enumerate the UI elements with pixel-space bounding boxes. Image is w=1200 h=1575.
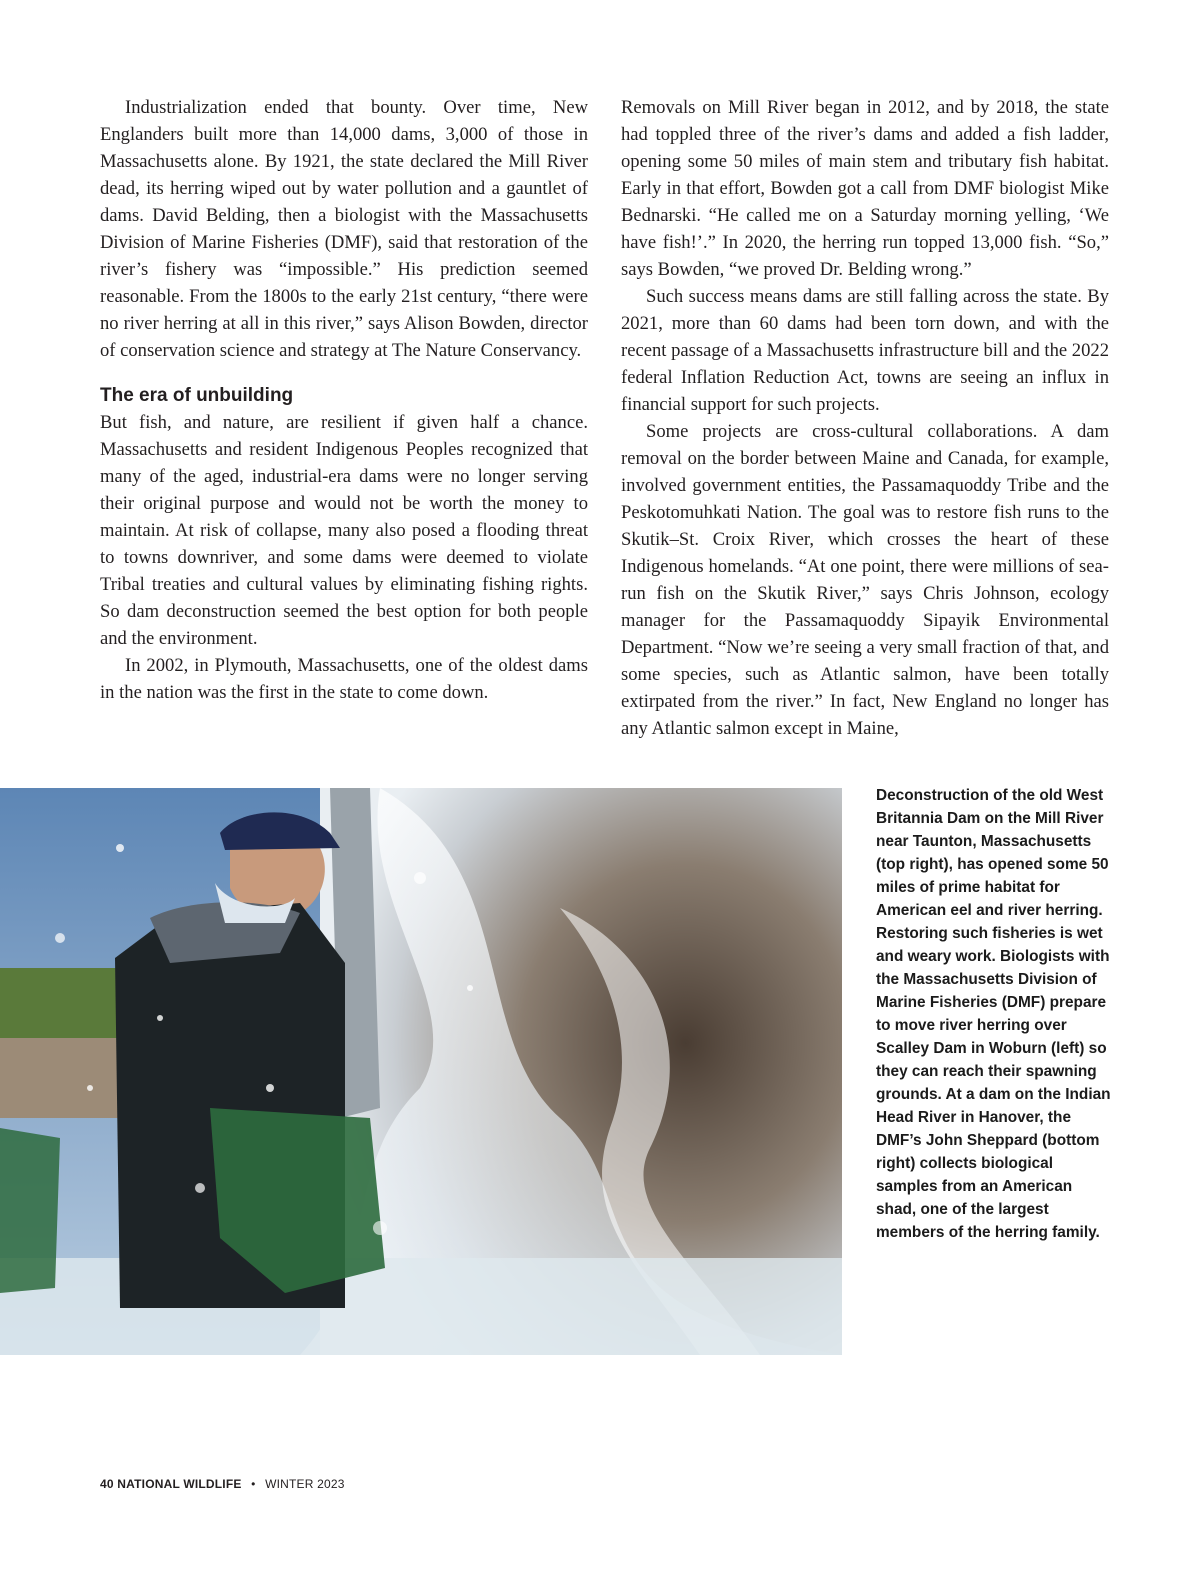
- section-heading: The era of unbuilding: [100, 385, 294, 406]
- paragraph: Such success means dams are still falling across the state. By 2021, more than 60 dams had been torn down, and with the recent passage of a Massachusetts infrastructure bill and the 2022 federal Inflation Reduction Act, towns are seeing an influx in financial support for such projects.: [621, 286, 1109, 415]
- paragraph: Removals on Mill River began in 2012, and by 2018, the state had toppled three of the river’s dams and added a fish ladder, opening some 50 miles of main stem and tributary fish habitat. Early in that effort, Bowden got a call from DMF biologist Mike Bednarski. “He called me on a Saturday morning yelling, ‘We have fish!’.” In 2020, the herring run topped 13,000 fish. “So,” says Bowden, “we proved Dr. Belding wrong.”: [621, 97, 1109, 280]
- photo-biologist-splashing-water: [0, 788, 842, 1355]
- magazine-name: NATIONAL WILDLIFE: [117, 1477, 242, 1491]
- article-column-left: [100, 94, 588, 706]
- paragraph: Some projects are cross-cultural collaborations. A dam removal on the border between Maine and Canada, for example, involved government entities, the Passamaquoddy Tribe and the Peskotomuhkati Nation. The goal was to restore fish runs to the Skutik–St. Croix River, which crosses the heart of these Indigenous homelands. “At one point, there were millions of sea-run fish on the Skutik River,” says Chris Johnson, ecology manager for the Passamaquoddy Sipayik Environmental Department. “Now we’re seeing a very small fraction of that, and some species, such as Atlantic salmon, have been totally extirpated from the river.” In fact, New England no longer has any Atlantic salmon except in Maine,: [621, 421, 1109, 739]
- paragraph: Industrialization ended that bounty. Over time, New Englanders built more than 14,000 dams, 3,000 of those in Massachusetts alone. By 1921, the state declared the Mill River dead, its herring wiped out by water pollution and a gauntlet of dams. David Belding, then a biologist with the Massachusetts Division of Marine Fisheries (DMF), said that restoration of the river’s fishery was “impossible.” His prediction seemed reasonable. From the 1800s to the early 21st century, “there were no river herring at all in this river,” says Alison Bowden, director of conservation science and strategy at The Nature Conservancy.: [100, 97, 588, 361]
- page-number: 40: [100, 1477, 114, 1491]
- article-column-right: [621, 94, 1109, 742]
- photo-caption: Deconstruction of the old West Britannia Dam on the Mill River near Taunton, Massachusetts (top right), has opened some 50 miles of prime habitat for American eel and river herring. Restoring such fisheries is wet and weary work. Biologists with the Massachusetts Division of Marine Fisheries (DMF) prepare to move river herring over Scalley Dam in Woburn (left) so they can reach their spawning grounds. At a dam on the Indian Head River in Hanover, the DMF’s John Sheppard (bottom right) collects biological samples from an American shad, one of the largest members of the herring family.: [876, 787, 1111, 1241]
- paragraph: But fish, and nature, are resilient if given half a chance. Massachusetts and resident Indigenous Peoples recognized that many of the aged, industrial-era dams were no longer serving their original purpose and would not be worth the money to maintain. At risk of collapse, many also posed a flooding threat to towns downriver, and some dams were deemed to violate Tribal treaties and cultural values by eliminating fishing rights. So dam deconstruction seemed the best option for both people and the environment.: [100, 412, 588, 649]
- footer-separator: •: [251, 1477, 256, 1491]
- page-footer: [100, 1477, 345, 1491]
- paragraph: In 2002, in Plymouth, Massachusetts, one of the oldest dams in the nation was the first in the state to come down.: [100, 655, 588, 703]
- issue-date: WINTER 2023: [265, 1477, 345, 1491]
